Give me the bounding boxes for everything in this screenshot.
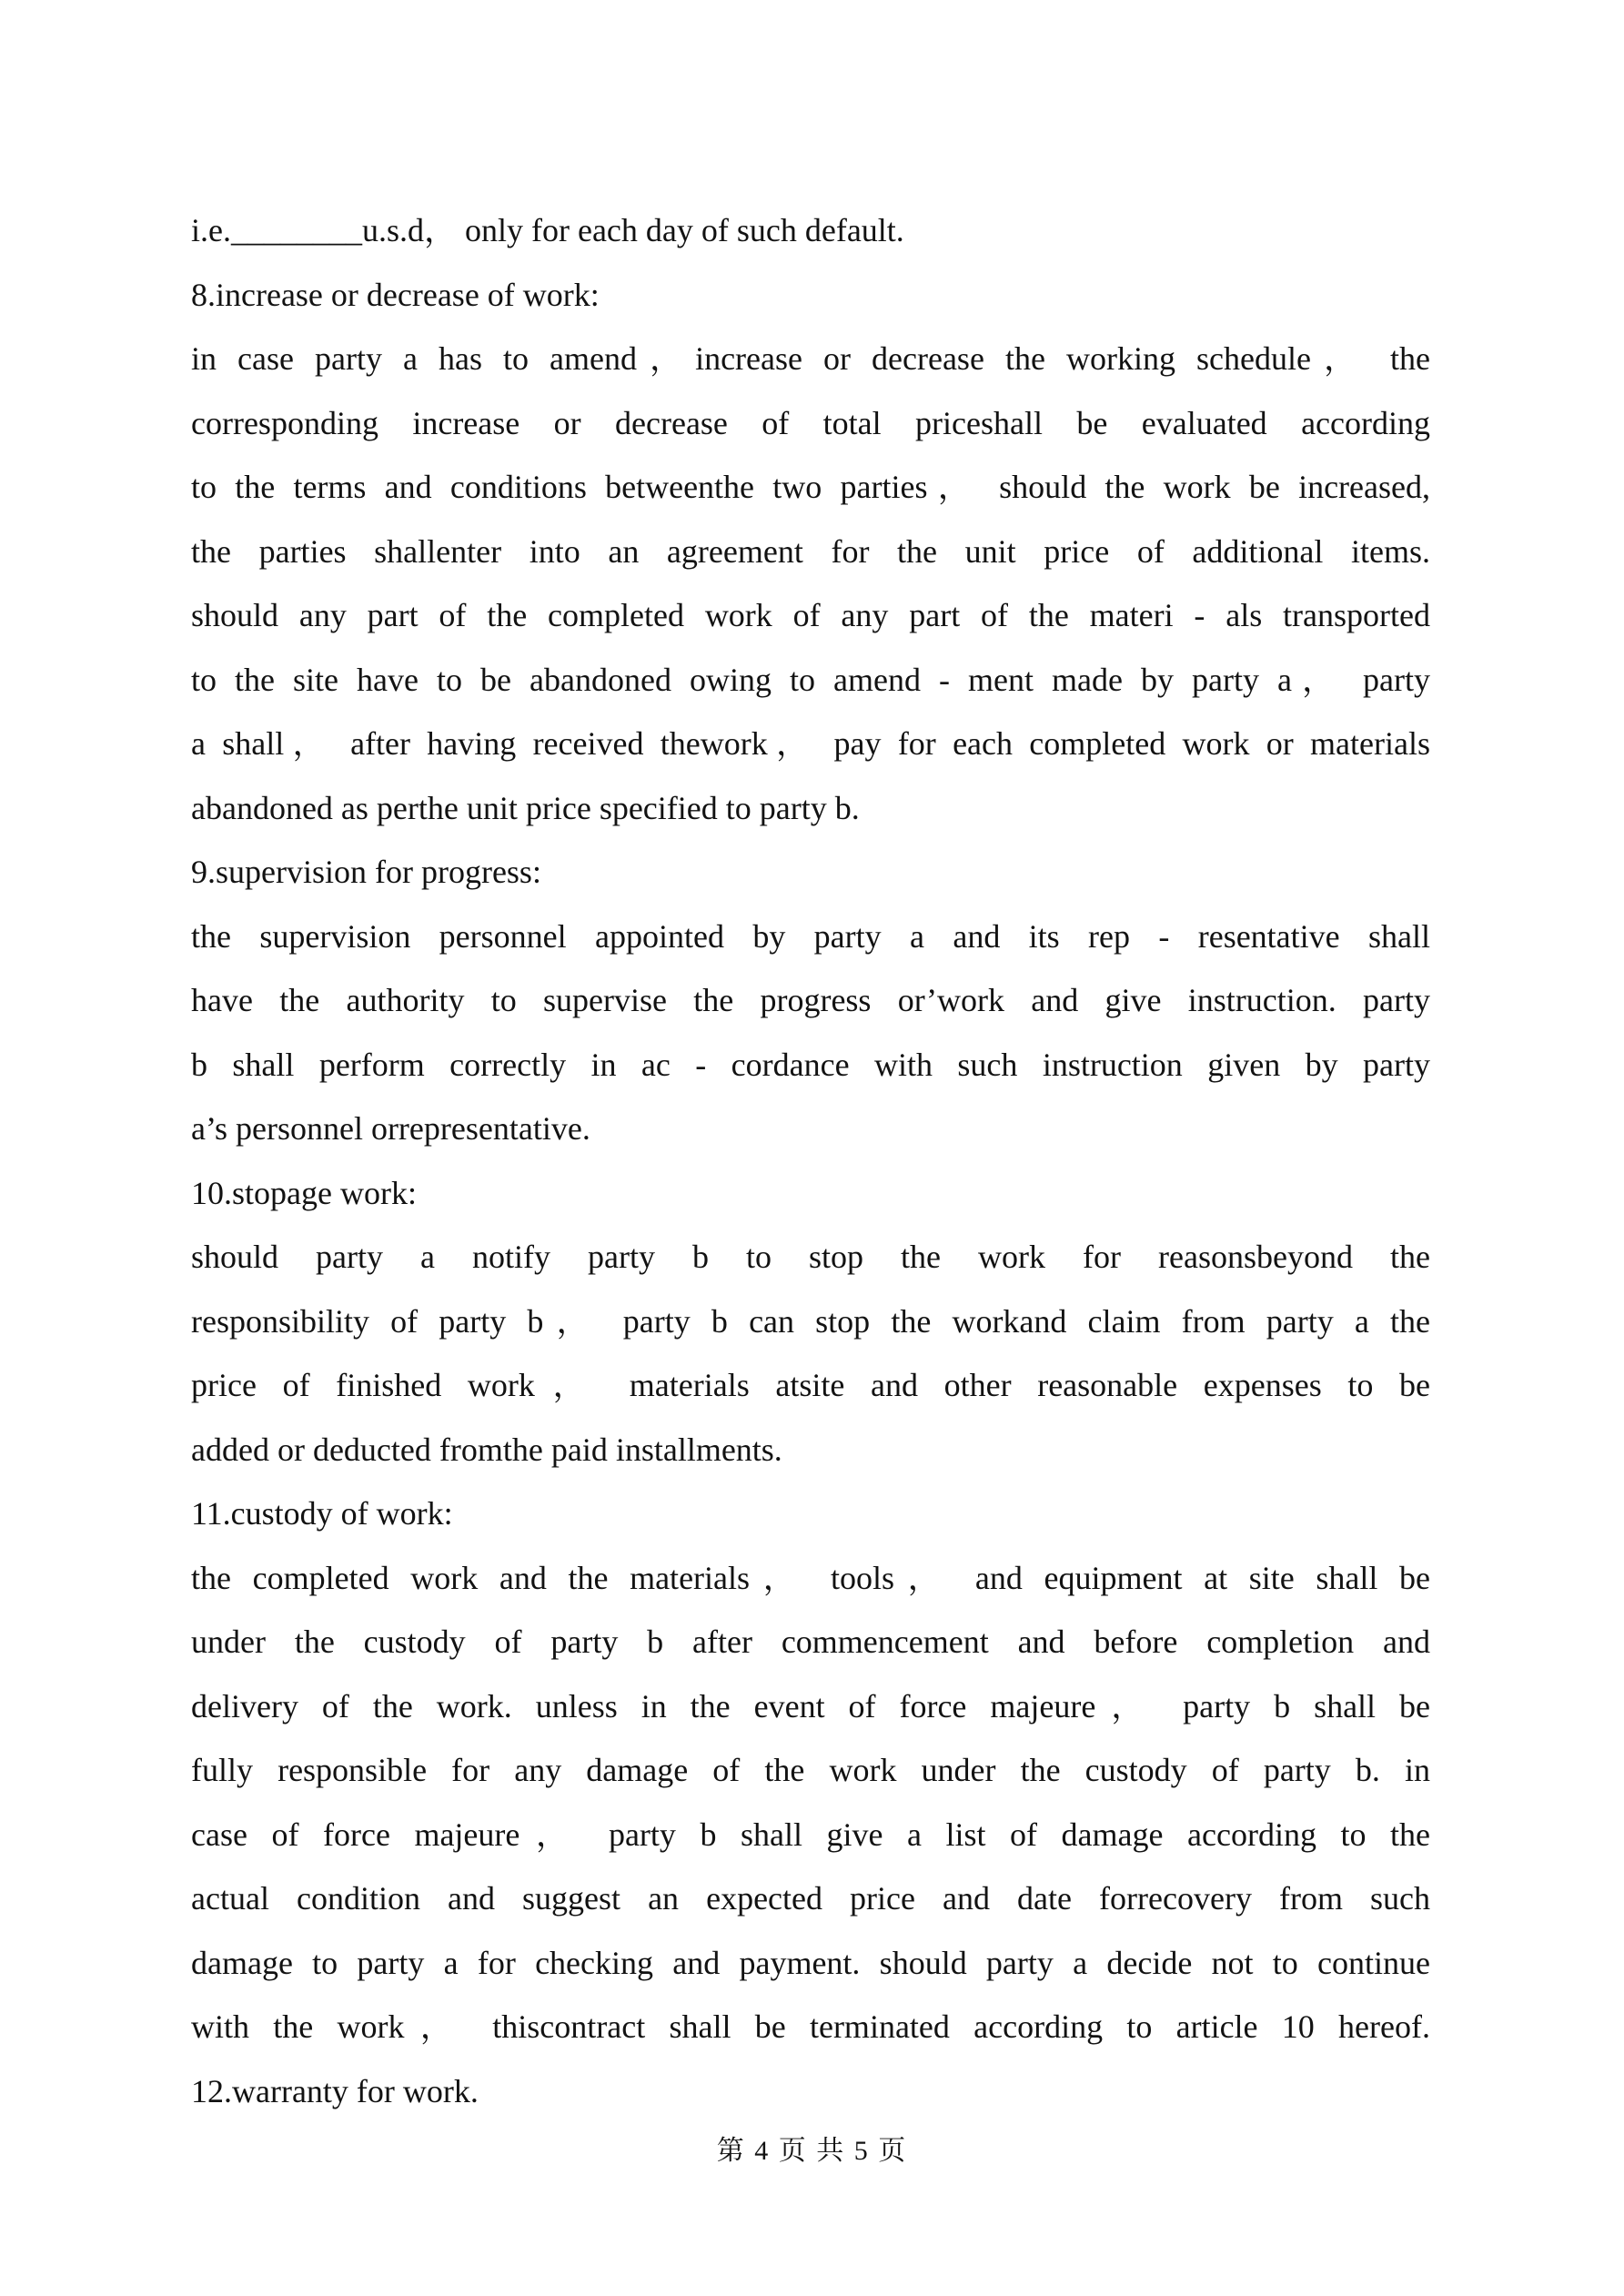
text-line: to the site have to be abandoned owing to amend - ment made by party a， party [191, 661, 1430, 698]
text-line: should any part of the completed work of any part of the materi - als transported [191, 597, 1430, 633]
text-line: 11.custody of work: [191, 1495, 453, 1532]
text-line: with the work， thiscontract shall be terminated according to article 10 hereof. [191, 2008, 1430, 2045]
page-footer [0, 2128, 1624, 2168]
text-line: damage to party a for checking and payment. should party a decide not to continue [191, 1944, 1430, 1981]
text-line: have the authority to supervise the progress or’work and give instruction. party [191, 982, 1430, 1018]
text-line: to the terms and conditions betweenthe two parties， should the work be increased, [191, 469, 1430, 505]
text-line: a’s personnel orrepresentative. [191, 1110, 590, 1147]
text-line: i.e.________u.s.d， only for each day of such default. [191, 212, 904, 248]
text-line: price of finished work， materials atsite and other reasonable expenses to be [191, 1367, 1430, 1403]
text-line: case of force majeure， party b shall give a list of damage according to the [191, 1816, 1430, 1853]
text-line: in case party a has to amend，increase or decrease the working schedule， the [191, 340, 1430, 377]
text-line: the supervision personnel appointed by party a and its rep - resentative shall [191, 917, 1430, 955]
text-line: the completed work and the materials， tools， and equipment at site shall be [191, 1559, 1430, 1596]
document-body [191, 198, 1430, 2123]
text-line: should party a notify party b to stop the work for reasonsbeyond the [191, 1239, 1430, 1275]
text-line: 12.warranty for work. [191, 2072, 479, 2109]
text-line: 9.supervision for progress: [191, 854, 541, 890]
text-line: 8.increase or decrease of work: [191, 276, 600, 313]
text-line: responsibility of party b， party b can stop the workand claim from party a the [191, 1302, 1430, 1340]
text-line: under the custody of party b after commencement and before completion and [191, 1623, 1430, 1660]
text-line: added or deducted fromthe paid installments. [191, 1431, 782, 1468]
page-number: 第 4 页 共 5 页 [716, 2136, 908, 2166]
text-line: a shall， after having received thework， pay for each completed work or materials [191, 725, 1430, 762]
text-line: fully responsible for any damage of the work under the custody of party b. in [191, 1752, 1430, 1788]
text-line: b shall perform correctly in ac - cordance with such instruction given by party [191, 1046, 1430, 1083]
text-line: delivery of the work. unless in the event of force majeure， party b shall be [191, 1687, 1430, 1725]
text-line: 10.stopage work: [191, 1174, 417, 1211]
text-line: actual condition and suggest an expected price and date forrecovery from such [191, 1880, 1430, 1917]
text-line: corresponding increase or decrease of total priceshall be evaluated according [191, 404, 1430, 441]
text-line: abandoned as perthe unit price specified to party b. [191, 789, 860, 826]
text-line: the parties shallenter into an agreement for the unit price of additional items. [191, 532, 1430, 570]
